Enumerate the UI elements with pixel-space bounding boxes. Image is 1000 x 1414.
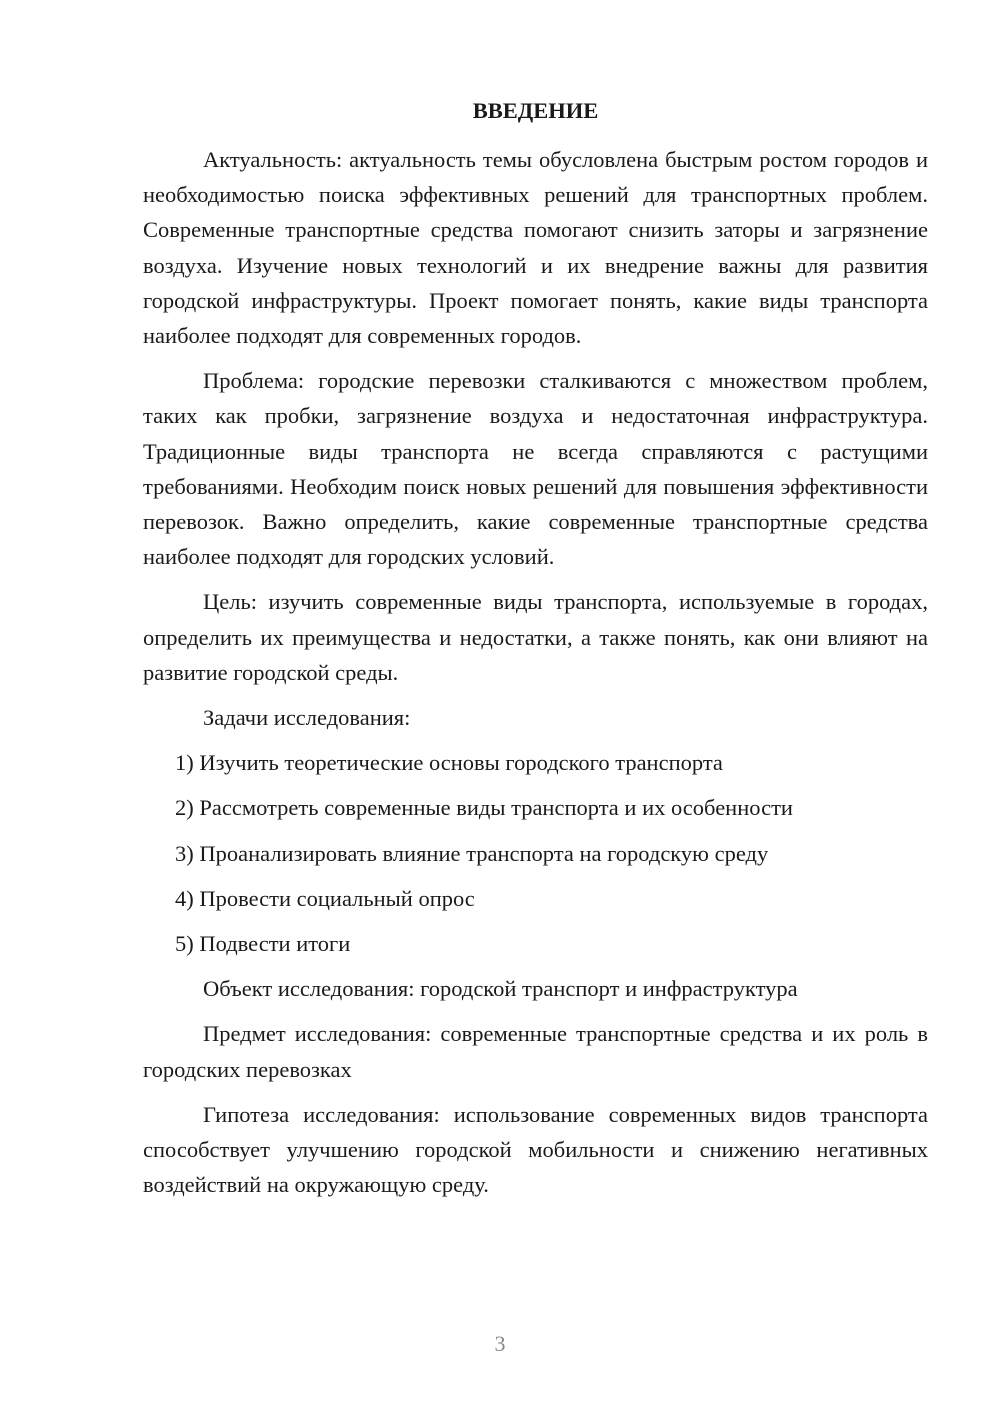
page-number: 3 — [494, 1331, 506, 1356]
research-object: Объект исследования: городской транспорт и инфраструктура — [203, 976, 798, 1002]
relevance-paragraph: Актуальность: актуальность темы обусловлена быстрым ростом городов и необходимостью поиска эффективных решений для транспортных проблем. Современные транспортные средства помогают снизить заторы и загрязнение воздуха. Изучение новых технологий и их внедрение важны для развития городской инфраструктуры. Проект помогает понять, какие виды транспорта наиболее подходят для современных городов. — [143, 147, 928, 349]
task-item: 5) Подвести итоги — [175, 931, 351, 957]
goal-paragraph: Цель: изучить современные виды транспорта, используемые в городах, определить их преимущества и недостатки, а также понять, как они влияют на развитие городской среды. — [143, 589, 928, 685]
task-item: 2) Рассмотреть современные виды транспорта и их особенности — [175, 795, 793, 821]
page-content — [143, 93, 928, 1212]
task-item: 1) Изучить теоретические основы городского транспорта — [175, 750, 723, 776]
problem-paragraph: Проблема: городские перевозки сталкиваются с множеством проблем, таких как пробки, загрязнение воздуха и недостаточная инфраструктура. Традиционные виды транспорта не всегда справляются с растущими требованиями. Необходим поиск новых решений для повышения эффективности перевозок. Важно определить, какие современные транспортные средства наиболее подходят для городских условий. — [143, 368, 928, 570]
tasks-heading: Задачи исследования: — [203, 705, 411, 731]
research-hypothesis: Гипотеза исследования: использование современных видов транспорта способствует улучшению городской мобильности и снижению негативных воздействий на окружающую среду. — [143, 1101, 928, 1198]
task-item: 3) Проанализировать влияние транспорта на городскую среду — [175, 840, 769, 866]
page-title: ВВЕДЕНИЕ — [472, 98, 599, 123]
task-item: 4) Провести социальный опрос — [175, 885, 475, 911]
research-subject: Предмет исследования: современные транспортные средства и их роль в городских перевозках — [143, 1021, 928, 1082]
